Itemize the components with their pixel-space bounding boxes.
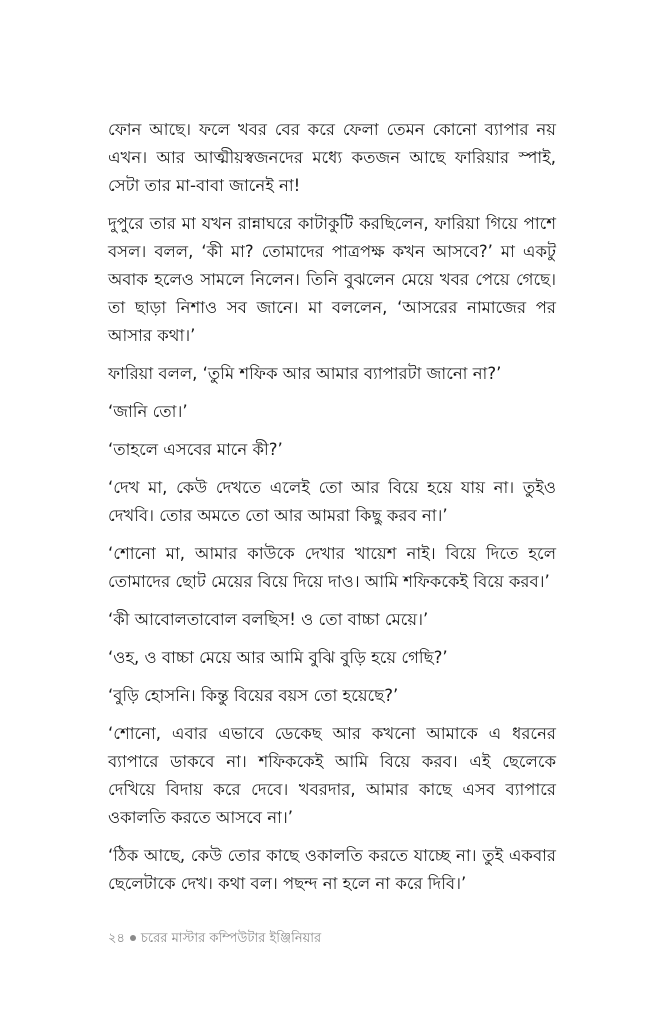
paragraph-continuation: ফোন আছে। ফলে খবর বের করে ফেলা তেমন কোনো ব্যাপার নয় এখন। আর আত্মীয়স্বজনদের মধ্যে কতজন আছে ফারিয়ার স্পাই, সেটা তার মা-বাবা জানেই না! xyxy=(108,120,556,195)
bullet-icon xyxy=(130,935,136,941)
dialogue-line: ‘কী আবোলতাবোল বলছিস! ও তো বাচ্চা মেয়ে।’ xyxy=(108,610,429,629)
dialogue-line: ‘বুড়ি হোসনি। কিন্তু বিয়ের বয়স তো হয়েছে?’ xyxy=(108,686,399,705)
book-page-body xyxy=(108,116,556,908)
dialogue-line: ফারিয়া বলল, ‘তুমি শফিক আর আমার ব্যাপারটা জানো না?’ xyxy=(108,364,502,383)
page-footer xyxy=(108,929,321,950)
dialogue-line: ‘ওহ, ও বাচ্চা মেয়ে আর আমি বুঝি বুড়ি হয়ে গেছি?’ xyxy=(108,648,448,667)
dialogue-line: ‘শোনো মা, আমার কাউকে দেখার খায়েশ নাই। বিয়ে দিতে হলে তোমাদের ছোট মেয়ের বিয়ে দিয়ে দাও। আমি শফিককেই বিয়ে করব।’ xyxy=(108,544,556,591)
dialogue-line: ‘জানি তো।’ xyxy=(108,402,188,421)
paragraph: দুপুরে তার মা যখন রান্নাঘরে কাটাকুটি করছিলেন, ফারিয়া গিয়ে পাশে বসল। বলল, ‘কী মা? তোমাদের পাত্রপক্ষ কখন আসবে?’ মা একটু অবাক হলেও সামলে নিলেন। তিনি বুঝলেন মেয়ে খবর পেয়ে গেছে। তা ছাড়া নিশাও সব জানে। মা বললেন, ‘আসরের নামাজের পর আসার কথা।’ xyxy=(108,214,556,345)
page-number: ২৪ xyxy=(108,931,125,946)
dialogue-line: ‘শোনো, এবার এভাবে ডেকেছ আর কখনো আমাকে এ ধরনের ব্যাপারে ডাকবে না। শফিককেই আমি বিয়ে করব। এই ছেলেকে দেখিয়ে বিদায় করে দেবে। খবরদার, আমার কাছে এসব ব্যাপারে ওকালতি করতে আসবে না।’ xyxy=(108,724,556,827)
dialogue-line: ‘ঠিক আছে, কেউ তোর কাছে ওকালতি করতে যাচ্ছে না। তুই একবার ছেলেটাকে দেখ। কথা বল। পছন্দ না হলে না করে দিবি।’ xyxy=(108,846,556,893)
book-title: চরের মাস্টার কম্পিউটার ইঞ্জিনিয়ার xyxy=(140,931,322,946)
dialogue-line: ‘দেখ মা, কেউ দেখতে এলেই তো আর বিয়ে হয়ে যায় না। তুইও দেখবি। তোর অমতে তো আর আমরা কিছু করব না।’ xyxy=(108,478,556,525)
dialogue-line: ‘তাহলে এসবের মানে কী?’ xyxy=(108,440,283,459)
